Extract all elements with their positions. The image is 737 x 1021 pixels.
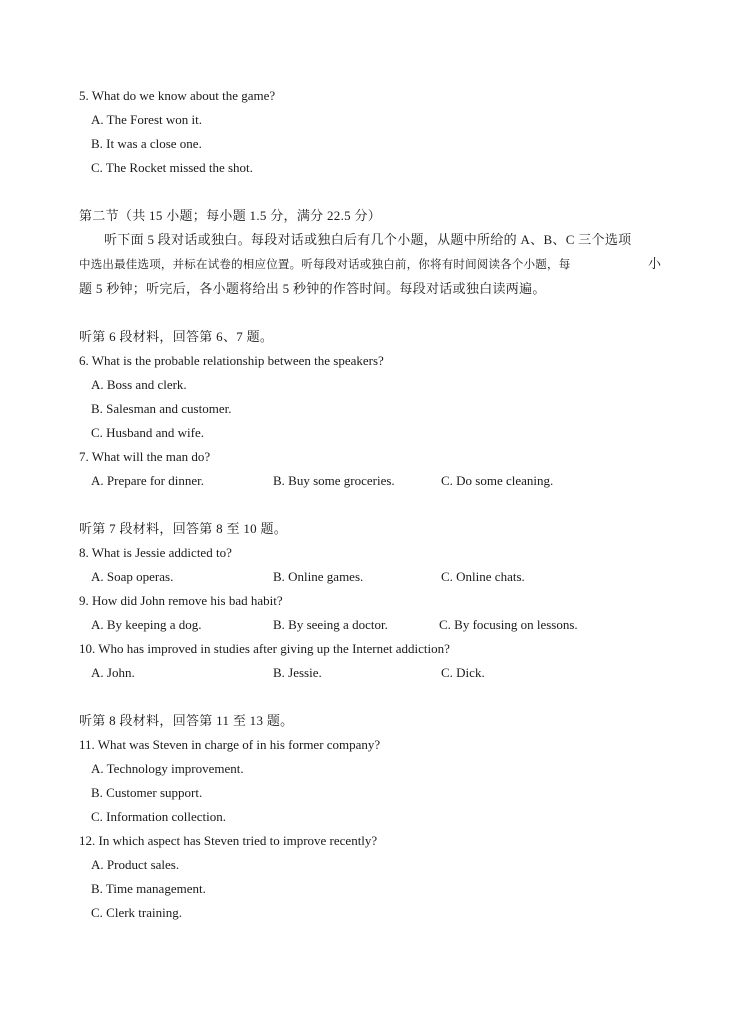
section-2-instruction-line-1: 听下面 5 段对话或独白。每段对话或独白后有几个小题，从题中所给的 A、B、C 三个选项 bbox=[104, 232, 632, 247]
question-11-option-a: A. Technology improvement. bbox=[91, 761, 244, 776]
question-7-option-c: C. Do some cleaning. bbox=[441, 473, 554, 488]
question-12-option-c: C. Clerk training. bbox=[91, 905, 182, 920]
question-5-option-c: C. The Rocket missed the shot. bbox=[91, 160, 253, 175]
question-8-option-c: C. Online chats. bbox=[441, 569, 525, 584]
section-2-heading: 第二节（共 15 小题；每小题 1.5 分，满分 22.5 分） bbox=[79, 208, 382, 223]
question-11-option-c: C. Information collection. bbox=[91, 809, 227, 824]
question-12-option-a: A. Product sales. bbox=[91, 857, 180, 872]
question-10-option-b: B. Jessie. bbox=[273, 665, 322, 680]
question-7-option-b: B. Buy some groceries. bbox=[273, 473, 395, 488]
section-2-instruction-line-2-end: 小 bbox=[648, 256, 662, 271]
question-5: 5. What do we know about the game? bbox=[79, 88, 276, 103]
question-10-option-c: C. Dick. bbox=[441, 665, 485, 680]
question-8-option-a: A. Soap operas. bbox=[91, 569, 174, 584]
part-8-heading: 听第 8 段材料，回答第 11 至 13 题。 bbox=[79, 713, 294, 728]
question-7: 7. What will the man do? bbox=[79, 449, 211, 464]
question-8: 8. What is Jessie addicted to? bbox=[79, 545, 232, 560]
question-5-option-b: B. It was a close one. bbox=[91, 136, 202, 151]
question-9-option-b: B. By seeing a doctor. bbox=[273, 617, 388, 632]
question-12: 12. In which aspect has Steven tried to improve recently? bbox=[79, 833, 378, 848]
question-10: 10. Who has improved in studies after giving up the Internet addiction? bbox=[79, 641, 450, 656]
question-11: 11. What was Steven in charge of in his former company? bbox=[79, 737, 381, 752]
question-6: 6. What is the probable relationship between the speakers? bbox=[79, 353, 384, 368]
part-7-heading: 听第 7 段材料，回答第 8 至 10 题。 bbox=[79, 521, 288, 536]
section-2-instruction-line-2: 中选出最佳选项，并标在试卷的相应位置。听每段对话或独白前，你将有时间阅读各个小题，每 bbox=[79, 259, 571, 271]
part-6-heading: 听第 6 段材料，回答第 6、7 题。 bbox=[79, 329, 274, 344]
question-5-option-a: A. The Forest won it. bbox=[91, 112, 202, 127]
question-9-option-c: C. By focusing on lessons. bbox=[439, 617, 578, 632]
question-12-option-b: B. Time management. bbox=[91, 881, 206, 896]
section-2-instruction-line-3: 题 5 秒钟；听完后，各小题将给出 5 秒钟的作答时间。每段对话或独白读两遍。 bbox=[79, 281, 546, 296]
question-6-option-c: C. Husband and wife. bbox=[91, 425, 205, 440]
question-9: 9. How did John remove his bad habit? bbox=[79, 593, 283, 608]
question-7-option-a: A. Prepare for dinner. bbox=[91, 473, 204, 488]
question-6-option-b: B. Salesman and customer. bbox=[91, 401, 232, 416]
question-8-option-b: B. Online games. bbox=[273, 569, 364, 584]
question-10-option-a: A. John. bbox=[91, 665, 135, 680]
question-11-option-b: B. Customer support. bbox=[91, 785, 203, 800]
question-6-option-a: A. Boss and clerk. bbox=[91, 377, 187, 392]
question-9-option-a: A. By keeping a dog. bbox=[91, 617, 202, 632]
